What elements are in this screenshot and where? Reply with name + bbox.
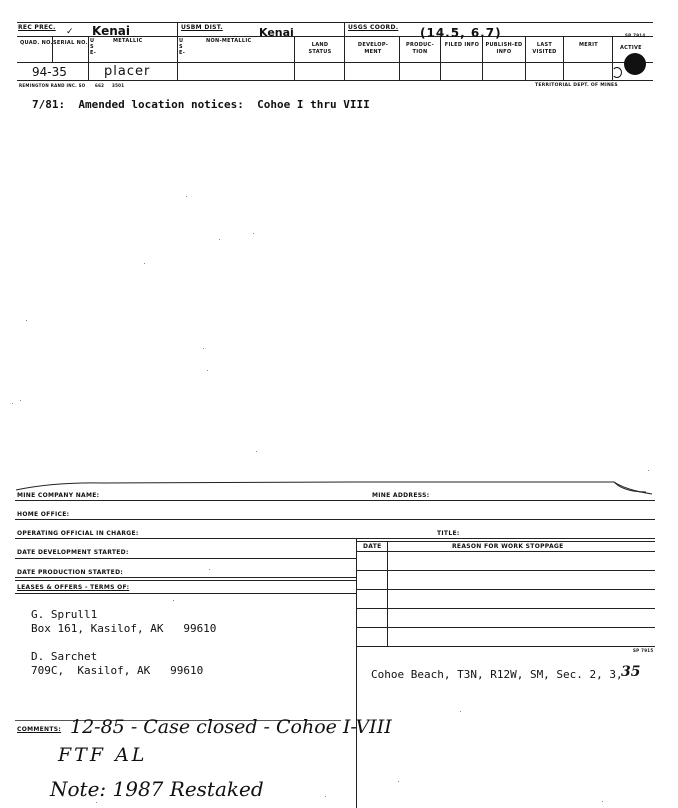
filed-info-label: FILED INFO <box>444 42 480 48</box>
title-label: TITLE: <box>437 530 460 537</box>
last-visited-label: LAST VISITED <box>532 42 557 55</box>
quad-no-label: QUAD. NO. <box>20 40 53 46</box>
owner-name: D. Sarchet <box>31 650 98 663</box>
serial-no-label: SERIAL NO. <box>53 40 88 46</box>
land-status-label: LAND STATUS <box>308 42 332 55</box>
metallic-value: placer <box>104 64 151 79</box>
comments-label: COMMENTS: <box>17 726 62 733</box>
usgs-coord-label: USGS COORD. <box>348 24 399 31</box>
production-label: PRODUC-TION <box>406 42 434 55</box>
merit-label: MERIT <box>579 42 599 48</box>
location-note: 7/81: Amended location notices: Cohoe I thru VIII <box>32 98 370 111</box>
non-metallic-codes: U S E- <box>179 38 186 56</box>
active-mark-icon <box>612 67 622 78</box>
location-description: Cohoe Beach, T3N, R12W, SM, Sec. 2, 3, <box>371 668 623 681</box>
metallic-label: METALLIC <box>113 38 143 44</box>
department-label: TERRITORIAL DEPT. OF MINES <box>535 83 618 88</box>
comment-line-2: FTF AL <box>58 744 148 766</box>
reason-column-label: REASON FOR WORK STOPPAGE <box>452 543 564 550</box>
comment-line-3: Note: 1987 Restaked <box>50 777 264 801</box>
usgs-coord-value: (14.5, 6.7) <box>420 26 502 40</box>
owner-entry <box>31 608 216 636</box>
owner-name: G. Sprull1 <box>31 608 98 621</box>
owner-entry <box>31 650 203 678</box>
form-top-curve-icon <box>14 476 654 498</box>
form-number-2: SP 7915 <box>633 648 654 653</box>
location-handwritten-section: 35 <box>621 664 641 680</box>
form-number: SP 7914 <box>625 33 646 38</box>
rec-prec-label: REC PREC. <box>18 24 56 31</box>
owner-address: Box 161, Kasilof, AK 99610 <box>31 622 217 635</box>
mine-company-label: MINE COMPANY NAME: <box>17 492 100 499</box>
mine-address-label: MINE ADDRESS: <box>372 492 430 499</box>
printer-label: REMINGTON RAND INC. SO <box>19 83 86 88</box>
comment-line-1: 12-85 - Case closed - Cohoe I-VIII <box>70 716 392 738</box>
leases-offers-label: LEASES & OFFERS - TERMS OF: <box>17 584 130 591</box>
date-dev-started-label: DATE DEVELOPMENT STARTED: <box>17 549 129 556</box>
metallic-codes: U S E- <box>90 38 97 56</box>
quad-serial-value: 94-35 <box>32 65 67 79</box>
development-label: DEVELOP-MENT <box>357 42 389 55</box>
printer-code-2: 3501 <box>112 83 125 88</box>
date-prod-started-label: DATE PRODUCTION STARTED: <box>17 569 124 576</box>
home-office-label: HOME OFFICE: <box>17 511 70 518</box>
printer-code-1: 662 <box>95 83 105 88</box>
operating-official-label: OPERATING OFFICIAL IN CHARGE: <box>17 530 139 537</box>
rec-prec-value: Kenai <box>92 24 130 38</box>
usbm-dist-label: USBM DIST. <box>181 24 223 31</box>
active-punch-icon <box>624 53 646 75</box>
published-info-label: PUBLISH-ED INFO <box>485 42 523 55</box>
usbm-dist-value: Kenai <box>259 26 294 39</box>
tick-mark: ✓ <box>66 27 74 37</box>
active-label: ACTIVE <box>620 45 642 51</box>
date-column-label: DATE <box>363 543 382 550</box>
owner-address: 709C, Kasilof, AK 99610 <box>31 664 204 677</box>
non-metallic-label: NON-METALLIC <box>206 38 252 44</box>
